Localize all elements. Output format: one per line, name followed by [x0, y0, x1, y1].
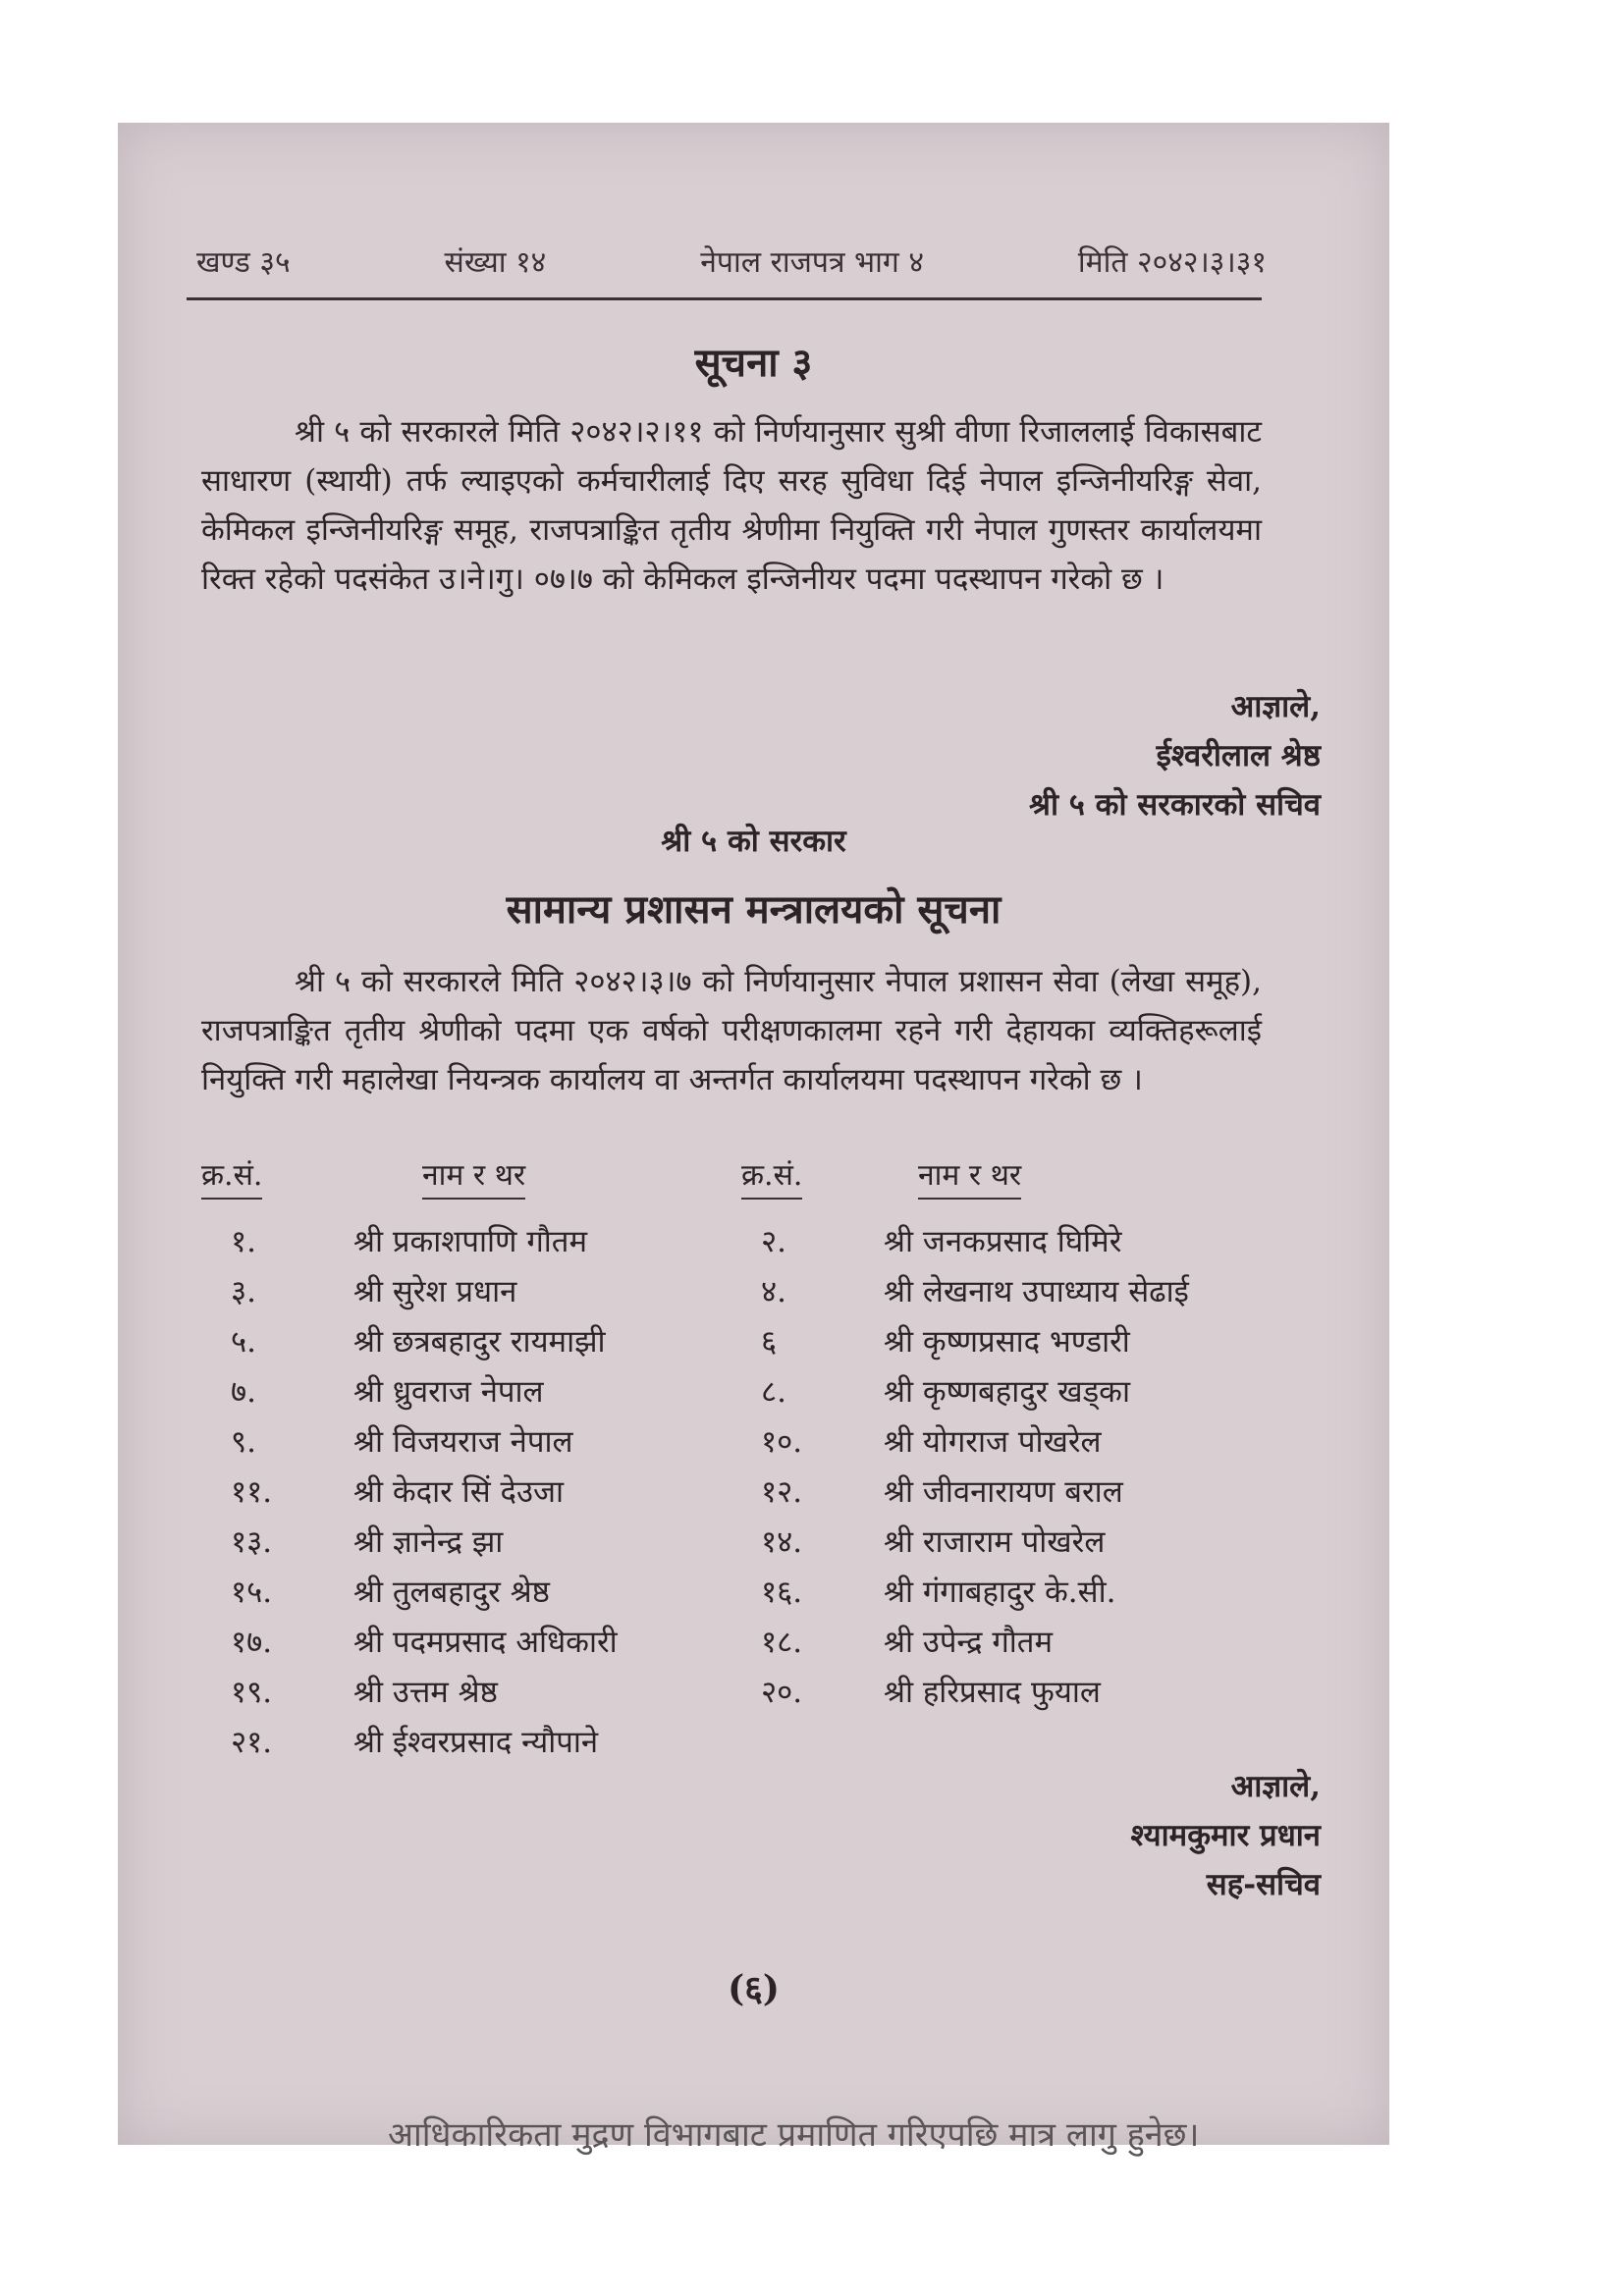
appointee-table-header	[201, 1153, 1262, 1202]
signature-order: आज्ञाले,	[1230, 1769, 1321, 1804]
serial-number: ६	[761, 1324, 778, 1360]
serial-number: १३.	[231, 1524, 273, 1560]
column-name-1: नाम र थर	[422, 1153, 525, 1200]
appointee-name: श्री तुलबहादुर श्रेष्ठ	[353, 1575, 550, 1610]
gazette-date: मिति २०४२।३।३१	[1077, 245, 1267, 280]
notice-signature	[1029, 682, 1321, 829]
serial-number: १.	[231, 1224, 256, 1259]
signature-title: सह-सचिव	[1206, 1867, 1321, 1902]
ministry-signature	[1130, 1762, 1321, 1909]
appointee-name: श्री गंगाबहादुर के.सी.	[884, 1575, 1116, 1610]
table-row	[201, 1671, 1262, 1721]
appointee-name: श्री उत्तम श्रेष्ठ	[353, 1675, 498, 1710]
serial-number: ९.	[231, 1424, 256, 1460]
appointee-name: श्री जीवनारायण बराल	[884, 1474, 1123, 1510]
serial-number: ८.	[761, 1374, 786, 1410]
appointee-name: श्री छत्रबहादुर रायमाझी	[353, 1324, 606, 1360]
appointee-table	[201, 1220, 1262, 1771]
table-row	[201, 1320, 1262, 1370]
serial-number: १०.	[761, 1424, 803, 1460]
signature-name: श्यामकुमार प्रधान	[1130, 1818, 1321, 1853]
government-heading: श्री ५ को सरकार	[661, 824, 846, 859]
serial-number: ११.	[231, 1474, 273, 1510]
appointee-name: श्री कृष्णबहादुर खड्का	[884, 1374, 1130, 1410]
volume-number: खण्ड ३५	[196, 245, 291, 280]
table-row	[201, 1521, 1262, 1571]
serial-number: १२.	[761, 1474, 803, 1510]
gazette-name: नेपाल राजपत्र भाग ४	[700, 245, 924, 280]
serial-number: ५.	[231, 1324, 256, 1360]
serial-number: १४.	[761, 1524, 803, 1560]
header-rule	[187, 297, 1262, 300]
notice-body	[201, 407, 1262, 604]
appointee-name: श्री पदमप्रसाद अधिकारी	[353, 1625, 618, 1660]
column-serial-2: क्र.सं.	[741, 1153, 802, 1200]
table-row	[201, 1470, 1262, 1521]
serial-number: २.	[761, 1224, 786, 1259]
serial-number: ४.	[761, 1274, 786, 1309]
appointee-name: श्री विजयराज नेपाल	[353, 1424, 573, 1460]
table-row	[201, 1721, 1262, 1771]
ministry-notice-body	[201, 957, 1262, 1104]
serial-number: ७.	[231, 1374, 256, 1410]
appointee-name: श्री ईश्वरप्रसाद न्यौपाने	[353, 1725, 599, 1760]
serial-number: २०.	[761, 1675, 803, 1710]
notice-body-text: श्री ५ को सरकारले मिति २०४२।२।११ को निर्णयानुसार सुश्री वीणा रिजाललाई विकासबाट साधारण (स्थायी) तर्फ ल्याइएको कर्मचारीलाई दिए सरह सुविधा दिई नेपाल इन्जिनीयरिङ्ग सेवा, केमिकल इन्जिनीयरिङ्ग समूह, राजपत्राङ्कित तृतीय श्रेणीमा नियुक्ति गरी नेपाल गुणस्तर कार्यालयमा रिक्त रहेको पदसंकेत उ।ने।गु। ०७।७ को केमिकल इन्जिनीयर पदमा पदस्थापन गरेको छ ।	[201, 414, 1262, 597]
gazette-page	[118, 123, 1389, 2145]
appointee-name: श्री ध्रुवराज नेपाल	[353, 1374, 544, 1410]
table-row	[201, 1621, 1262, 1671]
table-row	[201, 1270, 1262, 1320]
table-row	[201, 1370, 1262, 1420]
appointee-name: श्री उपेन्द्र गौतम	[884, 1625, 1054, 1660]
table-row	[201, 1571, 1262, 1621]
signature-name: ईश्वरीलाल श्रेष्ठ	[1156, 738, 1321, 774]
ministry-notice-title: सामान्य प्रशासन मन्त्रालयको सूचना	[506, 886, 1001, 933]
authenticity-footer: आधिकारिकता मुद्रण विभागबाट प्रमाणित गरिएपछि मात्र लागु हुनेछ।	[388, 2115, 1200, 2155]
table-row	[201, 1220, 1262, 1270]
signature-order: आज्ञाले,	[1230, 689, 1321, 724]
appointee-name: श्री ज्ञानेन्द्र झा	[353, 1524, 504, 1560]
appointee-name: श्री कृष्णप्रसाद भण्डारी	[884, 1324, 1130, 1360]
appointee-name: श्री प्रकाशपाणि गौतम	[353, 1224, 588, 1259]
issue-number: संख्या १४	[444, 245, 547, 280]
notice-title: सूचना ३	[694, 340, 813, 386]
serial-number: १७.	[231, 1625, 273, 1660]
table-row	[201, 1420, 1262, 1470]
serial-number: १९.	[231, 1675, 273, 1710]
appointee-name: श्री योगराज पोखरेल	[884, 1424, 1102, 1460]
appointee-name: श्री हरिप्रसाद फुयाल	[884, 1675, 1101, 1710]
appointee-name: श्री जनकप्रसाद घिमिरे	[884, 1224, 1122, 1259]
serial-number: ३.	[231, 1274, 256, 1309]
ministry-notice-text: श्री ५ को सरकारले मिति २०४२।३।७ को निर्णयानुसार नेपाल प्रशासन सेवा (लेखा समूह), राजपत्राङ्कित तृतीय श्रेणीको पदमा एक वर्षको परीक्षणकालमा रहने गरी देहायका व्यक्तिहरूलाई नियुक्ति गरी महालेखा नियन्त्रक कार्यालय वा अन्तर्गत कार्यालयमा पदस्थापन गरेको छ ।	[201, 964, 1262, 1097]
serial-number: १८.	[761, 1625, 803, 1660]
serial-number: १६.	[761, 1575, 803, 1610]
page-number: (६)	[728, 1968, 780, 2009]
appointee-name: श्री केदार सिं देउजा	[353, 1474, 564, 1510]
serial-number: १५.	[231, 1575, 273, 1610]
column-name-2: नाम र थर	[918, 1153, 1021, 1200]
column-serial-1: क्र.सं.	[201, 1153, 262, 1200]
serial-number: २१.	[231, 1725, 273, 1760]
appointee-name: श्री सुरेश प्रधान	[353, 1274, 517, 1309]
page-header	[196, 240, 1267, 281]
signature-title: श्री ५ को सरकारको सचिव	[1029, 787, 1321, 823]
appointee-name: श्री राजाराम पोखरेल	[884, 1524, 1106, 1560]
appointee-name: श्री लेखनाथ उपाध्याय सेढाई	[884, 1274, 1189, 1309]
